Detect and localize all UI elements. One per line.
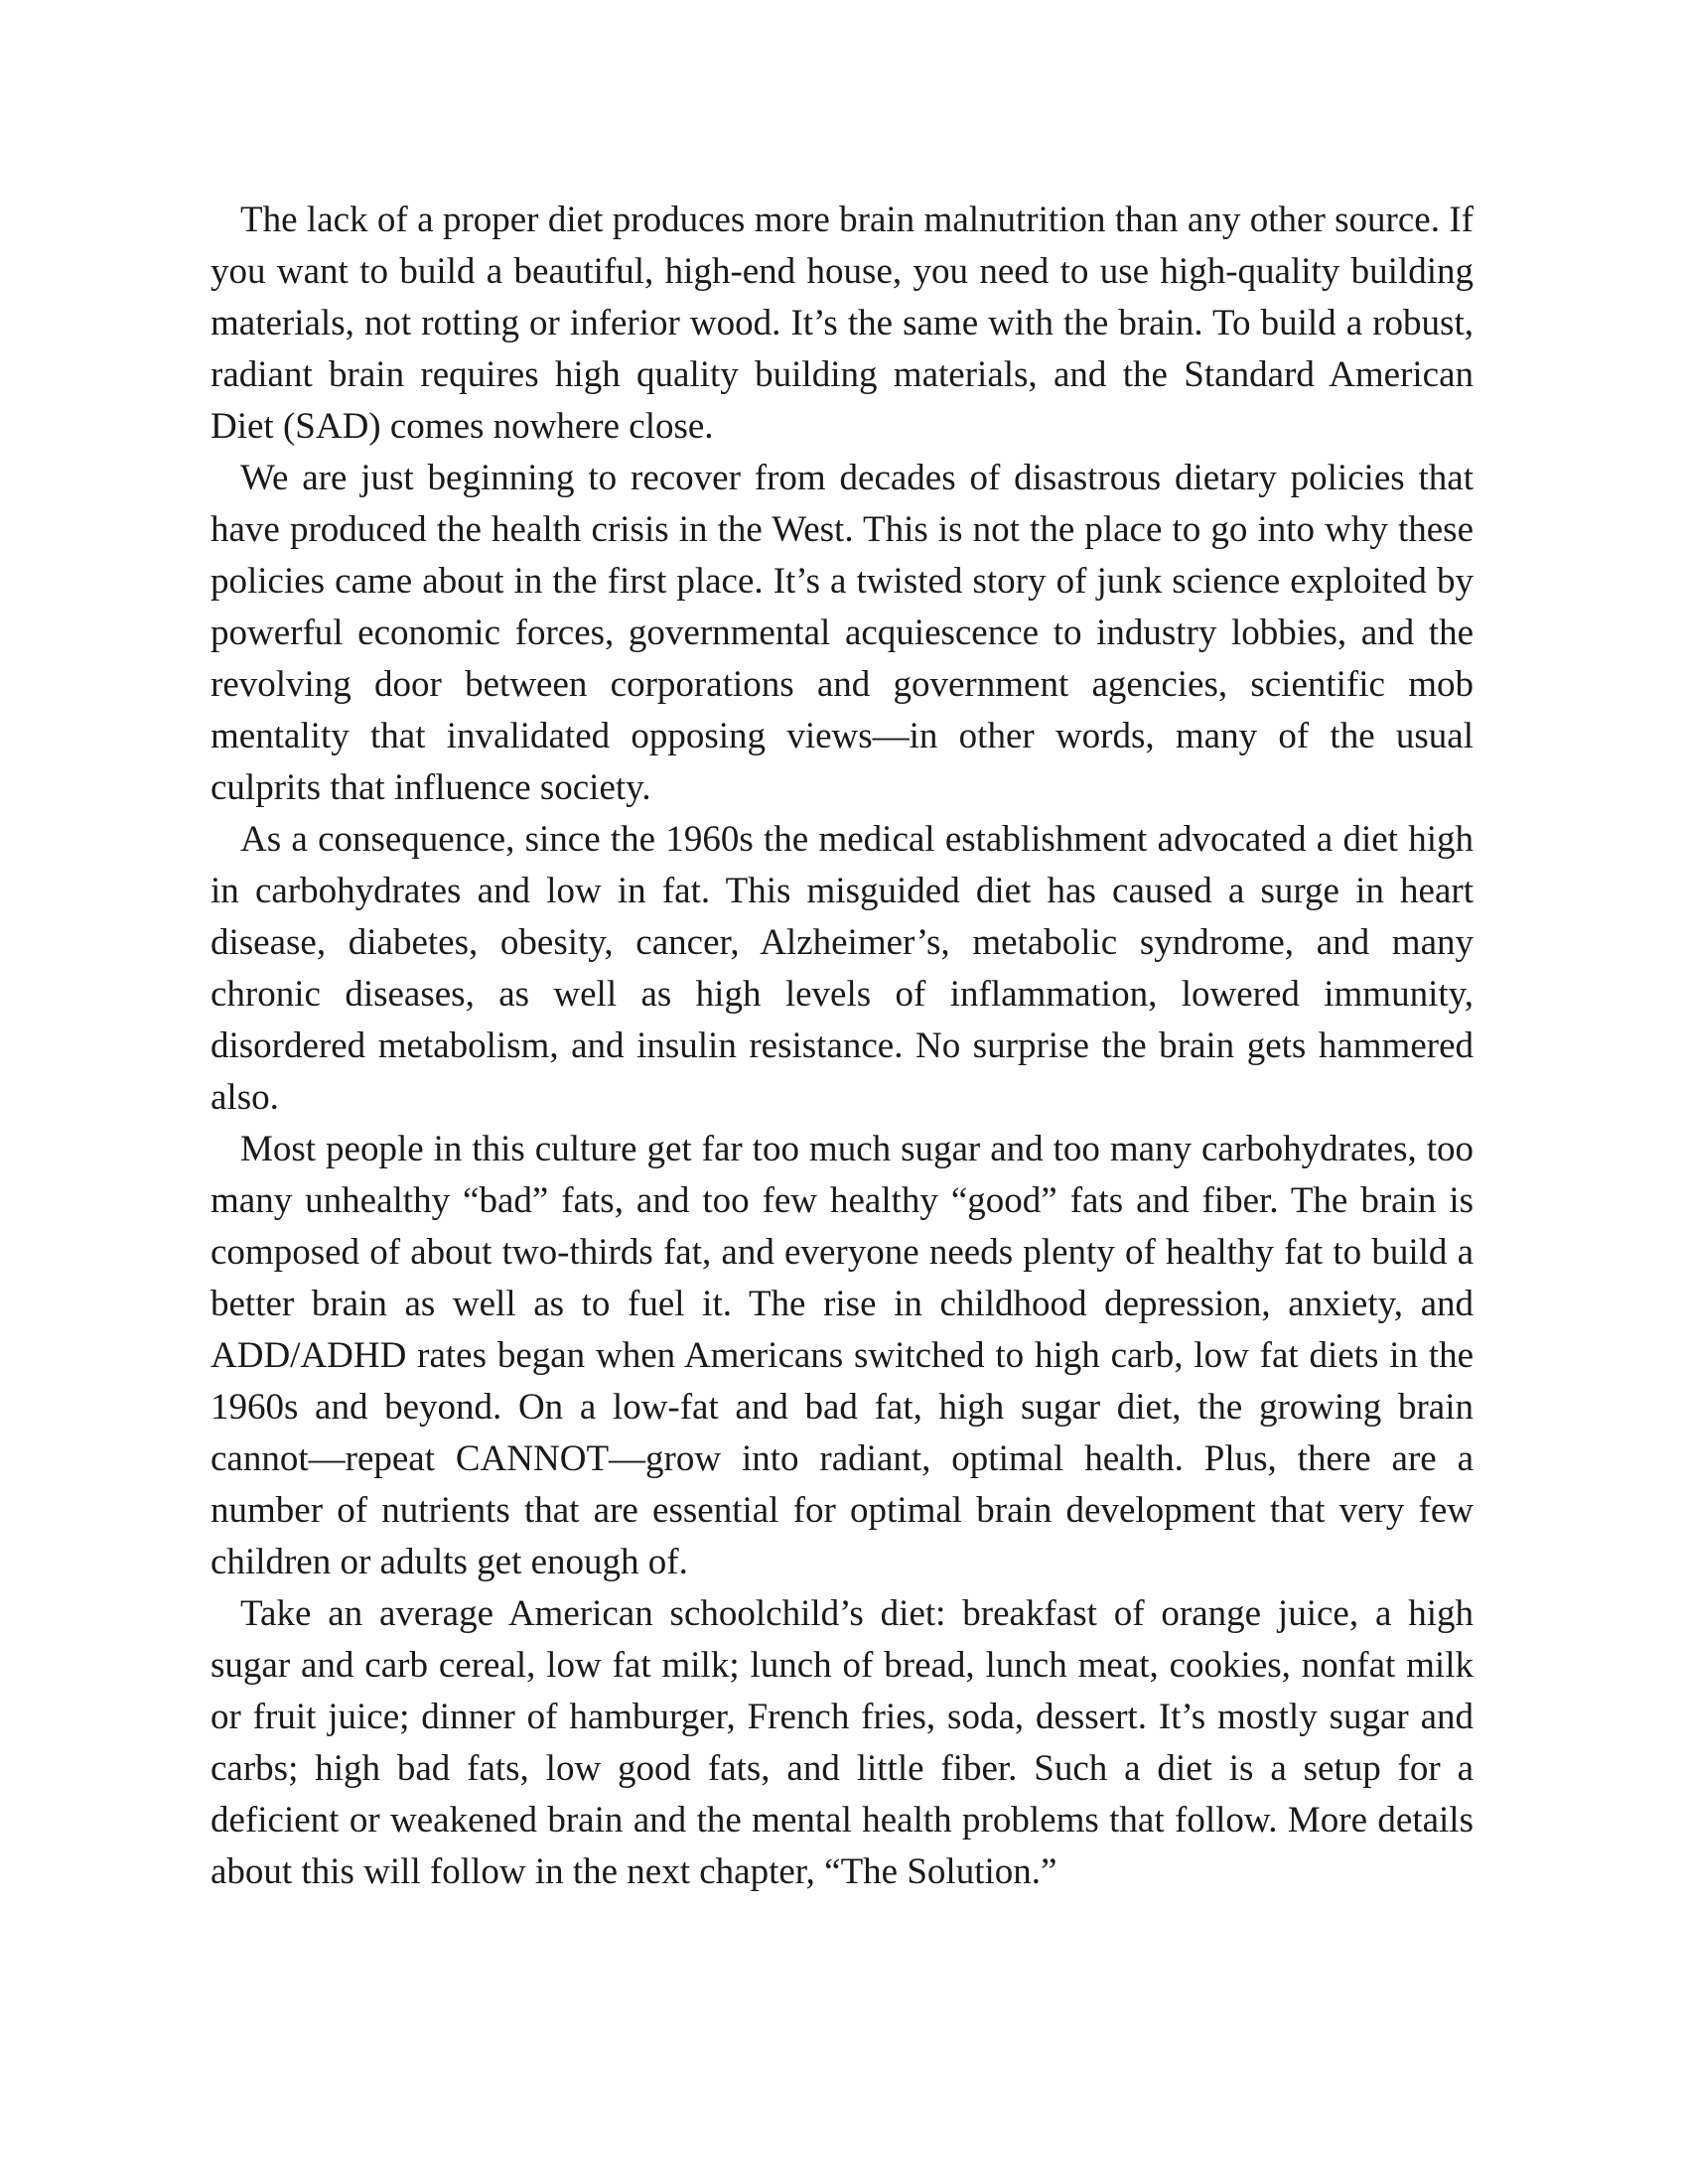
paragraph-3: As a consequence, since the 1960s the medical establishment advocated a diet high in carbohydrates and low in fat. This misguided diet has caused a surge in heart disease, diabetes, obesity, cancer, Alzheimer’s, metabolic syndrome, and many chronic diseases, as well as high levels of inflammation, lowered immunity, disordered metabolism, and insulin resistance. No surprise the brain gets hammered also. bbox=[211, 819, 1474, 1118]
paragraph-4: Most people in this culture get far too much sugar and too many carbohydrates, too many unhealthy “bad” fats, and too few healthy “good” fats and fiber. The brain is composed of about two-thirds fat, and everyone needs plenty of healthy fat to build a better brain as well as to fuel it. The rise in childhood depression, anxiety, and ADD/ADHD rates began when Americans switched to high carb, low fat diets in the 1960s and beyond. On a low-fat and bad fat, high sugar diet, the growing brain cannot—repeat CANNOT—grow into radiant, optimal health. Plus, there are a number of nutrients that are essential for optimal brain development that very few children or adults get enough of. bbox=[211, 1129, 1474, 1582]
paragraph-5: Take an average American schoolchild’s diet: breakfast of orange juice, a high sugar and carb cereal, low fat milk; lunch of bread, lunch meat, cookies, nonfat milk or fruit juice; dinner of hamburger, French fries, soda, dessert. It’s mostly sugar and carbs; high bad fats, low good fats, and little fiber. Such a diet is a setup for a deficient or weakened brain and the mental health problems that follow. More details about this will follow in the next chapter, “The Solution.” bbox=[211, 1593, 1474, 1892]
body-text bbox=[211, 195, 1474, 1898]
paragraph-2: We are just beginning to recover from decades of disastrous dietary policies that have produced the health crisis in the West. This is not the place to go into why these policies came about in the first place. It’s a twisted story of junk science exploited by powerful economic forces, governmental acquiescence to industry lobbies, and the revolving door between corporations and government agencies, scientific mob mentality that invalidated opposing views—in other words, many of the usual culprits that influence society. bbox=[211, 458, 1474, 808]
paragraph-1: The lack of a proper diet produces more brain malnutrition than any other source. If you want to build a beautiful, high-end house, you need to use high-quality building materials, not rotting or inferior wood. It’s the same with the brain. To build a robust, radiant brain requires high quality building materials, and the Standard American Diet (SAD) comes nowhere close. bbox=[211, 200, 1474, 447]
